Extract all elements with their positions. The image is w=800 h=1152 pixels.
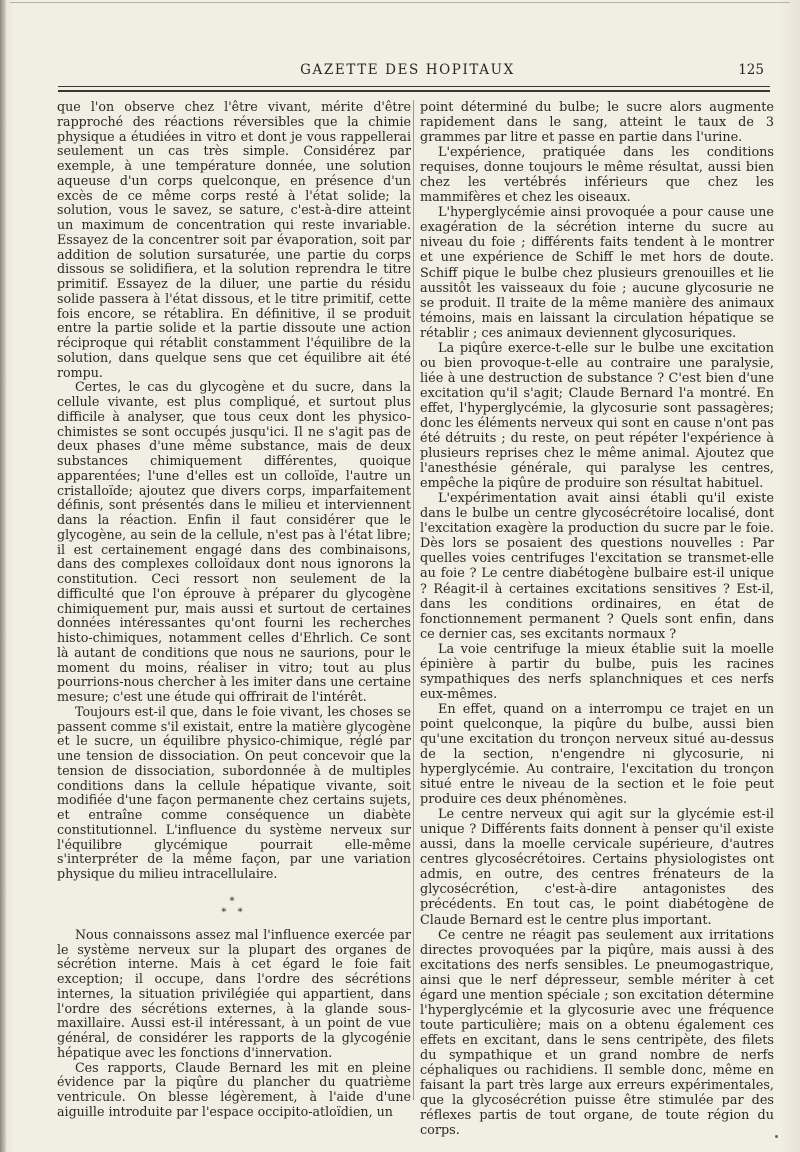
asterism-top: * [229,895,239,907]
page-header [45,58,770,88]
header-rule-thick [58,90,770,92]
column-divider [413,100,414,1100]
paragraph: que l'on observe chez l'être vivant, mérite d'être rapproché des réactions réversibles que la chimie physique a étudiées in vitro et dont je vous rappellerai seulement un cas très simple. Considérez par exemple, à une température donnée, une solution aqueuse d'un corps quelconque, en présence d'un excès de ce même corps resté à l'état solide; la solution, vous le savez, se sature, c'est-à-dire atteint un maximum de concentration qui reste invariable. Essayez de la concentrer soit par évaporation, soit par addition de solution sursaturée, une partie du corps dissous se solidifiera, et la solution reprendra le titre primitif. Essayez de la diluer, une partie du résidu solide passera à l'état dissous, et le titre primitif, cette fois encore, se rétablira. En définitive, il se produit entre la partie solide et la partie dissoute une action réciproque qui rétablit constamment l'équilibre de la solution, dans quelque sens que cet équilibre ait été rompu. [57,99,411,380]
paragraph: L'hyperglycémie ainsi provoquée a pour cause une exagération de la sécrétion interne du sucre au niveau du foie ; différents faits tendent à le montrer et une expérience de Schiff le met hors de doute. Schiff pique le bulbe chez plusieurs grenouilles et lie aussitôt les vaisseaux du foie ; aucune glycosurie ne se produit. Il traite de la même manière des animaux témoins, mais en laissant la circulation hépatique se rétablir ; ces animaux deviennent glycosuriques. [420,205,774,341]
paragraph: Ces rapports, Claude Bernard les mit en pleine évidence par la piqûre du plancher du quatrième ventricule. On blesse légèrement, à l'aide d'une aiguille introduite par l'espace occipito-atloïdien, un [57,1059,411,1119]
paragraph: En effet, quand on a interrompu ce trajet en un point quelconque, la piqûre du bulbe, aussi bien qu'une excitation du tronçon nerveux situé au-dessus de la section, n'engendre ni glycosurie, ni hyperglycémie. Au contraire, l'excitation du tronçon situé entre le niveau de la section et le foie peut produire ces deux phénomènes. [420,701,774,808]
paragraph: La piqûre exerce-t-elle sur le bulbe une excitation ou bien provoque-t-elle au contraire une paralysie, liée à une destruction de substance ? C'est bien d'une excitation qu'il s'agit; Claude Bernard l'a montré. En effet, l'hyperglycémie, la glycosurie sont passagères; donc les éléments nerveux qui sont en cause n'ont pas été détruits ; du reste, on peut répéter l'expérience à plusieurs reprises chez le même animal. Ajoutez que l'anesthésie générale, qui paralyse les centres, empêche la piqûre de produire son résultat habituel. [420,340,774,492]
paragraph: L'expérimentation avait ainsi établi qu'il existe dans le bulbe un centre glycosécrétoire localisé, dont l'excitation exagère la production du sucre par le foie. Dès lors se posaient des questions nouvelles : Par quelles voies centrifuges l'excitation se transmet-elle au foie ? Le centre diabétogène bulbaire est-il unique ? Réagit-il à certaines excitations sensitives ? Est-il, dans les conditions ordinaires, en état de fonctionnement permanent ? Quels sont enfin, dans ce dernier cas, ses excitants normaux ? [420,491,774,642]
right-column [420,100,774,1138]
journal-title: GAZETTE DES HOPITAUX [300,62,515,78]
paper-spot [775,1135,778,1138]
paragraph: L'expérience, pratiquée dans les conditions requises, donne toujours le même résultat, aussi bien chez les vertébrés inférieurs que chez les mammifères et chez les oiseaux. [420,145,774,206]
paragraph: Certes, le cas du glycogène et du sucre, dans la cellule vivante, est plus compliqué, et surtout plus difficile à analyser, que tous ceux dont les physico-chimistes se sont occupés jusqu'ici. Il ne s'agit pas de deux phases d'une même substance, mais de deux substances chimiquement différentes, quoique apparentées; l'une d'elles est un colloïde, l'autre un cristalloïde; ajoutez que divers corps, imparfaitement définis, sont présentés dans le milieu et interviennent dans la réaction. Enfin il faut considérer que le glycogène, au sein de la cellule, n'est pas à l'état libre; il est certainement engagé dans des combinaisons, dans des complexes colloïdaux dont nous ignorons la constitution. Ceci ressort non seulement de la difficulté que l'on éprouve à préparer du glycogène chimiquement pur, mais aussi et surtout de certaines données intéressantes qu'ont fourni les recherches histo-chimiques, notamment celles d'Ehrlich. Ce sont là autant de conditions que nous ne saurions, pour le moment du moins, réaliser in vitro; tout au plus pourrions-nous chercher à les imiter dans une certaine mesure; c'est une étude qui offrirait de l'intérêt. [57,379,411,704]
paragraph: La voie centrifuge la mieux établie suit la moelle épinière à partir du bulbe, puis les racines sympathiques des nerfs splanchniques et ces nerfs eux-mêmes. [420,641,774,702]
paragraph: Ce centre ne réagit pas seulement aux irritations directes provoquées par la piqûre, mais aussi à des excitations des nerfs sensibles. Le pneumogastrique, ainsi que le nerf dépresseur, semble mériter à cet égard une mention spéciale ; son excitation détermine l'hyperglycémie et la glycosurie avec une fréquence toute particulière; mais on a obtenu également ces effets en excitant, dans le sens centripète, des filets du sympathique et un grand nombre de nerfs céphaliques ou rachidiens. Il semble donc, même en faisant la part très large aux erreurs expérimentales, que la glycosécrétion puisse être stimulée par des réflexes partis de tout organe, de toute région du corps. [420,927,774,1139]
header-rule-thin [58,86,770,87]
binding-edge [0,0,6,1152]
paragraph: Le centre nerveux qui agit sur la glycémie est-il unique ? Différents faits donnent à penser qu'il existe aussi, dans la moelle cervicale supérieure, d'autres centres glycosécrétoires. Certains physiologistes ont admis, en outre, des centres frénateurs de la glycosécrétion, c'est-à-dire antagonistes des précédents. En tout cas, le point diabétogène de Claude Bernard est le centre plus important. [420,807,774,928]
asterism-bottom: * * [221,906,247,918]
section-asterism [57,896,411,918]
left-column [57,100,411,1120]
paragraph: Nous connaissons assez mal l'influence exercée par le système nerveux sur la plupart des organes de sécrétion interne. Mais à cet égard le foie fait exception; il occupe, dans l'ordre des sécrétions internes, la situation privilégiée qui appartient, dans l'ordre des sécrétions externes, à la glande sous-maxillaire. Aussi est-il intéressant, à un point de vue général, de considérer les rapports de la glycogénie hépatique avec les fonctions d'innervation. [57,926,411,1060]
paragraph: point déterminé du bulbe; le sucre alors augmente rapidement dans le sang, atteint le taux de 3 grammes par litre et passe en partie dans l'urine. [420,100,774,146]
page-top-edge [10,2,790,3]
page-number: 125 [738,62,764,78]
paragraph: Toujours est-il que, dans le foie vivant, les choses se passent comme s'il existait, entre la matière glycogène et le sucre, un équilibre physico-chimique, réglé par une tension de dissociation. On peut concevoir que la tension de dissociation, subordonnée à de multiples conditions dans la cellule hépatique vivante, soit modifiée d'une façon permanente chez certains sujets, et entraîne comme conséquence un diabète constitutionnel. L'influence du système nerveux sur l'équilibre glycémique pourrait elle-même s'interpréter de la même façon, par une variation physique du milieu intracellulaire. [57,703,411,881]
